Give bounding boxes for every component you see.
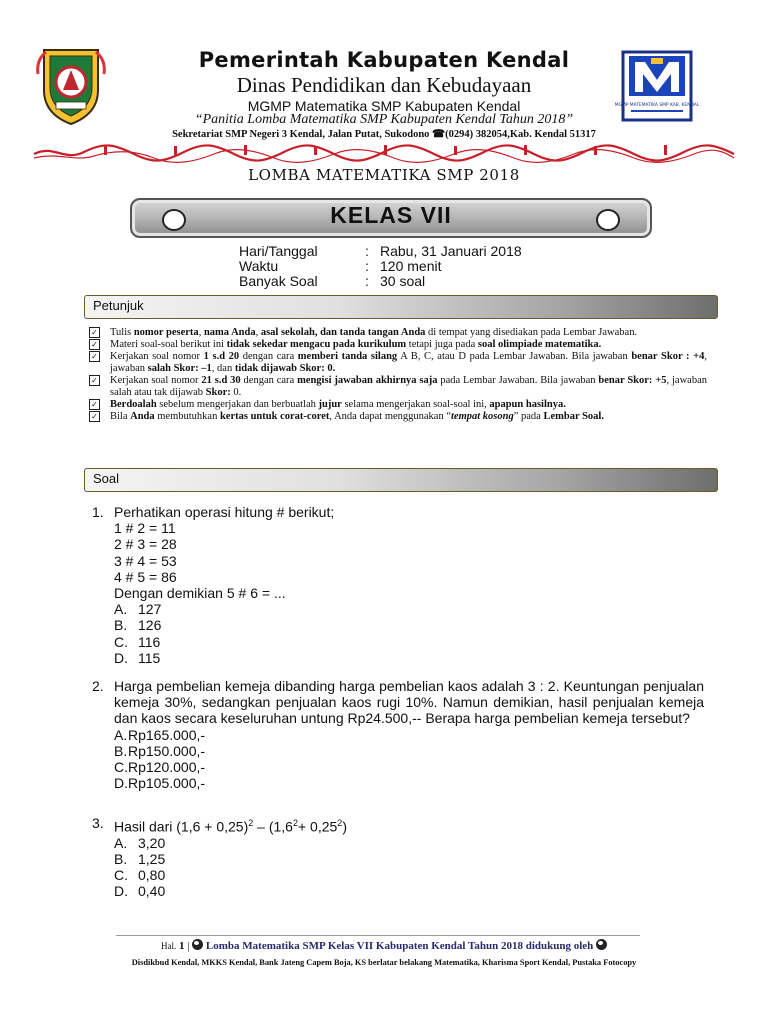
contest-title: LOMBA MATEMATIKA SMP 2018 xyxy=(248,166,520,184)
question-line: 4 # 5 = 86 xyxy=(114,568,177,585)
instruction-text: Bila xyxy=(110,411,131,422)
answer-option xyxy=(114,617,704,633)
instruction-text: sebelum mengerjakan dan berbuatlah xyxy=(156,399,319,410)
instruction-text: jujur xyxy=(318,399,342,410)
instruction-text: kertas untuk corat-coret xyxy=(219,411,330,422)
exponent: 2 xyxy=(337,818,343,828)
instruction-text: tidak dijawab Skor: 0. xyxy=(234,363,336,374)
footer-rule xyxy=(116,935,640,936)
page-prefix: Hal. xyxy=(160,941,177,951)
page-separator: | xyxy=(187,940,190,952)
instruction-text: Tulis xyxy=(110,327,134,338)
question-line: 3 # 4 = 53 xyxy=(114,552,177,569)
option-text: 116 xyxy=(138,633,161,650)
instruction-text: 1 s.d 20 xyxy=(203,351,240,362)
answer-option xyxy=(114,601,704,617)
info-colon: : xyxy=(365,273,369,289)
class-banner xyxy=(130,198,652,238)
questions-heading-bar xyxy=(84,468,718,492)
option-text: 1,25 xyxy=(138,851,166,868)
instruction-text: A B, C, atau D pada Lembar Jawaban. Bila jawaban xyxy=(397,351,632,362)
instruction-text: apapun hasilnya. xyxy=(489,399,566,410)
info-label: Hari/Tanggal xyxy=(239,243,318,259)
secretariat-address: Sekretariat SMP Negeri 3 Kendal, Jalan Putat, Sukodono ☎(0294) 382054,Kab. Kendal 51317 xyxy=(172,129,596,140)
instruction-text: , xyxy=(255,327,261,338)
department-name: Dinas Pendidikan dan Kebudayaan xyxy=(236,73,532,97)
instruction-text: benar Skor : +4 xyxy=(631,351,705,362)
answer-option xyxy=(114,851,704,867)
answer-option xyxy=(114,743,704,759)
answer-option xyxy=(114,883,704,899)
instructions-list xyxy=(89,327,707,423)
question-line: 2 # 3 = 28 xyxy=(114,536,177,553)
instruction-text: Skor: xyxy=(205,387,231,398)
answer-option xyxy=(114,835,704,851)
checkbox-icon: ✓ xyxy=(89,399,100,410)
option-text: 0,80 xyxy=(138,867,166,884)
option-letter: B. xyxy=(114,617,128,634)
instruction-text: Lembar Soal. xyxy=(543,411,604,422)
globe-icon xyxy=(192,939,203,950)
instruction-text: 0. xyxy=(230,387,242,398)
mgmp-name: MGMP Matematika SMP Kabupaten Kendal xyxy=(247,98,521,114)
banner-right-circle-icon xyxy=(596,209,620,231)
letterhead-ornament xyxy=(34,142,734,164)
option-letter: B. xyxy=(114,851,128,868)
footer-tagline-line xyxy=(0,939,768,952)
instruction-text: soal olimpiade matematika. xyxy=(477,339,602,350)
answer-option xyxy=(114,650,704,666)
instruction-text: selama mengerjakan soal-soal ini, xyxy=(341,399,490,410)
question-line: 1 # 2 = 11 xyxy=(114,520,176,537)
checkbox-icon: ✓ xyxy=(89,351,100,362)
page-number: 1 xyxy=(178,940,185,952)
option-text: 126 xyxy=(138,617,162,634)
footer-sponsors: Disdikbud Kendal, MKKS Kendal, Bank Jateng Capem Boja, KS berlatar belakang Matematika, Kharisma Sport Kendal, Pustaka Fotocopy xyxy=(131,958,637,967)
footer-tagline: Lomba Matematika SMP Kelas VII Kabupaten Kendal Tahun 2018 didukung oleh xyxy=(205,940,594,952)
question-number: 2. xyxy=(92,678,104,694)
option-letter: C. xyxy=(114,759,128,776)
expr-part: Hasil dari (1,6 + 0,25) xyxy=(114,818,249,835)
info-label: Waktu xyxy=(239,258,279,274)
option-letter: D. xyxy=(114,775,128,792)
checkbox-icon: ✓ xyxy=(89,339,100,350)
question-text xyxy=(114,815,704,835)
answer-option xyxy=(114,727,704,743)
info-label: Banyak Soal xyxy=(239,273,318,289)
answer-option xyxy=(114,775,704,791)
instruction-item xyxy=(89,339,707,351)
info-value: 120 menit xyxy=(380,258,442,274)
instruction-item xyxy=(89,399,707,411)
info-value: Rabu, 31 Januari 2018 xyxy=(380,243,522,259)
instruction-text: mengisi jawaban akhirnya saja xyxy=(297,375,438,386)
question-intro: Perhatikan operasi hitung # berikut; xyxy=(114,504,335,520)
instruction-text: , Anda dapat menggunakan “ xyxy=(329,411,452,422)
answer-option xyxy=(114,759,704,775)
instruction-text: tempat kosong xyxy=(451,411,514,422)
government-name: Pemerintah Kabupaten Kendal xyxy=(198,48,570,72)
checkbox-icon: ✓ xyxy=(89,327,100,338)
instruction-text: nama Anda xyxy=(203,327,256,338)
instruction-text: Materi soal-soal berikut ini xyxy=(110,339,227,350)
option-text: 127 xyxy=(138,601,162,618)
option-text: 3,20 xyxy=(138,834,166,851)
instruction-text: , jawaban salah atau tak dijawab xyxy=(110,375,707,398)
option-letter: A. xyxy=(114,726,128,743)
question-2 xyxy=(92,678,704,791)
instruction-text: tetapi juga pada xyxy=(406,339,478,350)
expr-part: ) xyxy=(342,818,347,835)
answer-option xyxy=(114,634,704,650)
instruction-text: ” pada xyxy=(513,411,544,422)
option-letter: D. xyxy=(114,883,128,900)
question-1 xyxy=(92,504,704,666)
instruction-item xyxy=(89,327,707,339)
info-colon: : xyxy=(365,258,369,274)
instruction-item xyxy=(89,411,707,423)
option-letter: D. xyxy=(114,649,128,666)
mgmp-math-emblem-icon xyxy=(614,50,700,122)
option-letter: A. xyxy=(114,601,128,618)
exponent: 2 xyxy=(248,818,254,828)
instruction-text: benar Skor: +5 xyxy=(598,375,667,386)
option-text: 0,40 xyxy=(138,883,166,900)
option-letter: C. xyxy=(114,633,128,650)
instruction-text: memberi tanda silang xyxy=(297,351,398,362)
class-title: KELAS VII xyxy=(330,202,452,228)
info-value: 30 soal xyxy=(380,273,426,289)
question-3 xyxy=(92,815,704,900)
instruction-text: dengan cara xyxy=(240,375,298,386)
option-letter: A. xyxy=(114,834,128,851)
option-letter: C. xyxy=(114,867,128,884)
instruction-text: membutuhkan xyxy=(154,411,220,422)
instructions-heading: Petunjuk xyxy=(93,298,144,313)
checkbox-icon: ✓ xyxy=(89,375,100,386)
instruction-text: , jawaban xyxy=(110,351,707,374)
committee-name: “Panitia Lomba Matematika SMP Kabupaten Kendal Tahun 2018” xyxy=(194,112,574,127)
option-text: Rp165.000,- xyxy=(128,726,206,743)
answer-option xyxy=(114,867,704,883)
question-prompt: Dengan demikian 5 # 6 = ... xyxy=(114,585,286,602)
instruction-text: di tempat yang disediakan pada Lembar Jawaban. xyxy=(425,327,638,338)
instruction-text: asal sekolah, dan tanda tangan Anda xyxy=(260,327,426,338)
instruction-text: , xyxy=(198,327,204,338)
instruction-text: Berdoalah xyxy=(110,399,157,410)
instruction-text: Anda xyxy=(130,411,155,422)
mgmp-logo-caption: MGMP MATEMATIKA SMP KAB. KENDAL xyxy=(614,103,700,108)
exponent: 2 xyxy=(292,818,298,828)
instruction-text: pada Lembar Jawaban. Bila jawaban xyxy=(437,375,599,386)
instructions-heading-bar xyxy=(84,295,718,319)
option-text: Rp150.000,- xyxy=(128,742,206,759)
instruction-text: salah Skor: –1 xyxy=(147,363,212,374)
instruction-text: Kerjakan soal nomor xyxy=(110,375,202,386)
instruction-text: Kerjakan soal nomor xyxy=(110,351,204,362)
expr-part: – (1,6 xyxy=(253,818,293,835)
option-text: Rp120.000,- xyxy=(128,759,206,776)
question-number: 1. xyxy=(92,504,104,520)
option-letter: B. xyxy=(114,742,128,759)
globe-icon xyxy=(596,939,607,950)
instruction-text: , dan xyxy=(211,363,235,374)
expr-part: + 0,25 xyxy=(297,818,338,835)
checkbox-icon: ✓ xyxy=(89,411,100,422)
instruction-text: nomor peserta xyxy=(133,327,199,338)
question-number: 3. xyxy=(92,815,104,831)
instruction-item xyxy=(89,375,707,399)
info-colon: : xyxy=(365,243,369,259)
instruction-text: dengan cara xyxy=(239,351,298,362)
questions-heading: Soal xyxy=(93,471,120,486)
instruction-text: 21 s.d 30 xyxy=(201,375,241,386)
option-text: 115 xyxy=(138,649,161,666)
question-text: Harga pembelian kemeja dibanding harga pembelian kaos adalah 3 : 2. Keuntungan penjualan kemeja 30%, sedangkan penjualan kaos rugi 10%. Namun demikian, hasil penjualan kemeja dan kaos secara keseluruhan untung Rp24.500,-- Berapa harga pembelian kemeja tersebut? xyxy=(114,678,704,727)
instruction-item xyxy=(89,351,707,375)
option-text: Rp105.000,- xyxy=(128,775,206,792)
instruction-text: tidak sekedar mengacu pada kurikulum xyxy=(226,339,407,350)
